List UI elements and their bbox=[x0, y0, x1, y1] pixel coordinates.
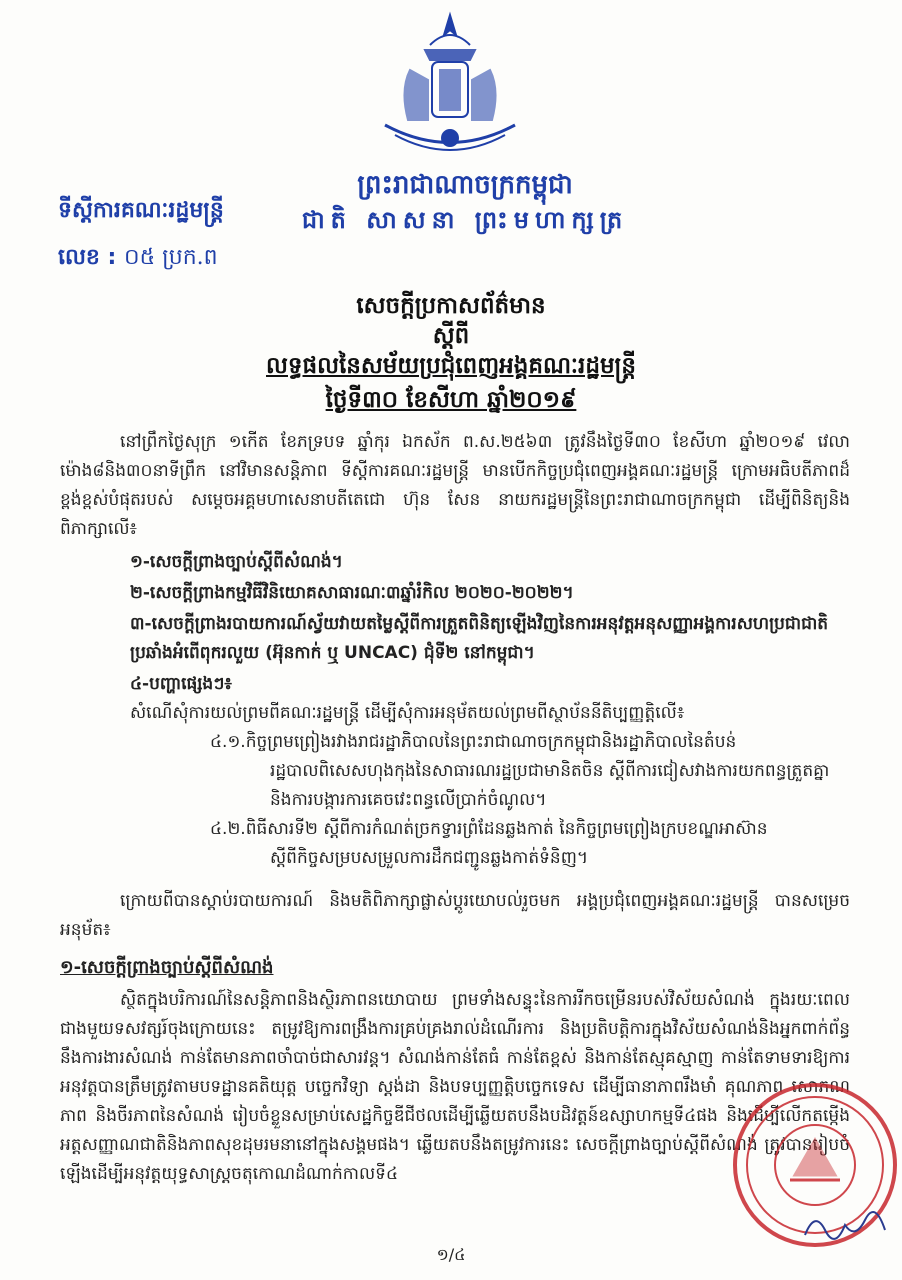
document-subject-prefix: ស្តីពី bbox=[432, 323, 470, 349]
reference-value: ០៥ ប្រក.ព bbox=[124, 245, 218, 270]
signature-mark bbox=[800, 1205, 890, 1245]
agenda-item: ១-សេចក្តីព្រាងច្បាប់ស្តីពីសំណង់។ bbox=[130, 552, 343, 572]
section-1-body: ស្ថិតក្នុងបរិការណ៍នៃសន្តិភាពនិងស្ថិរភាពនយោបាយ ព្រមទាំងសន្ទុះនៃការរីកចម្រើនរបស់វិស័យសំណង់ ក្នុងរយៈពេលជាងមួយទសវត្សរ៍ចុងក្រោយនេះ តម្រូវឱ្យការពង្រឹងការគ្រប់គ្រងរាល់ដំណើរការ និងប្រតិបត្តិការក្នុងវិស័យសំណង់និងអ្នកពាក់ព័ន្ធនឹងការងារសំណង់ កាន់តែមានភាពចាំបាច់ជាសារវន្ត។ សំណង់កាន់តែធំ កាន់តែខ្ពស់ និងកាន់តែស្មុគស្មាញ កាន់តែទាមទារឱ្យការអនុវត្តបានត្រឹមត្រូវតាមបទដ្ឋានគតិយុត្ត បច្ចេកវិទ្យា ស្តង់ដា និងបទប្បញ្ញត្តិបច្ចេកទេស ដើម្បីធានាភាពរឹងមាំ គុណភាព សោភណភាព និងចីរភាពនៃសំណង់ រៀបចំខ្លួនសម្រាប់សេដ្ឋកិច្ចឌីជីថលដើម្បីឆ្លើយតបនឹងបដិវត្តន៍ឧស្សាហកម្មទី៤ផង និងដើម្បីលើកតម្កើងអត្តសញ្ញាណជាតិនិងភាពសុខដុមរមនានៅក្នុងសង្គមផង។ ឆ្លើយតបនឹងតម្រូវការនេះ សេចក្តីព្រាងច្បាប់ស្តីពីសំណង់ ត្រូវបានរៀបចំឡើងដើម្បីអនុវត្តយុទ្ធសាស្ត្រចតុកោណដំណាក់កាលទី៤ bbox=[60, 990, 850, 1184]
misc-item bbox=[210, 728, 850, 815]
document-date: ថ្ងៃទី៣០ ខែសីហា ឆ្នាំ២០១៩ bbox=[325, 387, 577, 413]
document-body bbox=[60, 428, 850, 1193]
page-number: ១/៤ bbox=[436, 1245, 466, 1264]
agenda-item: ៣-សេចក្តីព្រាងរបាយការណ៍ស្វ័យវាយតម្លៃស្តីពីការត្រួតពិនិត្យឡើងវិញនៃការអនុវត្តអនុសញ្ញាអង្គការសហប្រជាជាតិប្រឆាំងអំពើពុករលួយ (អ៊ុនកាក់ ឬ UNCAC) ជុំទី២ នៅកម្ពុជា។ bbox=[130, 614, 829, 663]
agenda-item: ៤-បញ្ហាផ្សេងៗ៖ bbox=[130, 674, 232, 694]
document-type-title: សេចក្តីប្រកាសព័ត៌មាន bbox=[356, 293, 546, 319]
intro-paragraph: នៅព្រឹកថ្ងៃសុក្រ ១កើត ខែភទ្របទ ឆ្នាំកុរ ឯកស័ក ព.ស.២៥៦៣ ត្រូវនឹងថ្ងៃទី៣០ ខែសីហា ឆ្នាំ២០១៩ វេលាម៉ោង៨និង៣០នាទីព្រឹក នៅវិមានសន្តិភាព ទីស្តីការគណៈរដ្ឋមន្ត្រី មានបើកកិច្ចប្រជុំពេញអង្គគណៈរដ្ឋមន្ត្រី ក្រោមអធិបតីភាពដ៏ខ្ពង់ខ្ពស់បំផុតរបស់ សម្តេចអគ្គមហាសេនាបតីតេជោ ហ៊ុន សែន នាយករដ្ឋមន្ត្រីនៃព្រះរាជាណាចក្រកម្ពុជា ដើម្បីពិនិត្យនិងពិភាក្សាលើ៖ bbox=[60, 432, 850, 539]
reference-label: លេខ : bbox=[58, 245, 117, 270]
misc-item-first-line: ៤.២.ពិធីសារទី២ ស្តីពីការកំណត់ច្រកទ្វារព្រំដែនឆ្លងកាត់ នៃកិច្ចព្រមព្រៀងក្របខណ្ឌអាស៊ាន bbox=[210, 819, 768, 839]
misc-intro: សំណើសុំការយល់ព្រមពីគណៈរដ្ឋមន្ត្រី ដើម្បីសុំការអនុម័តយល់ព្រមពីស្ថាប័ននីតិប្បញ្ញត្តិលើ៖ bbox=[130, 703, 685, 723]
misc-item-rest: ស្តីពីកិច្ចសម្របសម្រួលការដឹកជញ្ជូនឆ្លងកាត់ទំនិញ។ bbox=[270, 848, 589, 868]
document-subject: លទ្ធផលនៃសម័យប្រជុំពេញអង្គគណៈរដ្ឋមន្ត្រី bbox=[266, 353, 636, 379]
national-motto: ជាតិ សាសនា ព្រះមហាក្សត្រ bbox=[301, 206, 629, 234]
agenda-item: ២-សេចក្តីព្រាងកម្មវិធីវិនិយោគសាធារណៈ៣ឆ្នាំរំកិល ២០២០-២០២២។ bbox=[130, 583, 574, 603]
misc-item bbox=[210, 815, 850, 873]
decision-paragraph: ក្រោយពីបានស្តាប់របាយការណ៍ និងមតិពិភាក្សាផ្លាស់ប្តូរយោបល់រួចមក អង្គប្រជុំពេញអង្គគណៈរដ្ឋមន្ត្រី បានសម្រេចអនុម័ត៖ bbox=[60, 891, 850, 940]
misc-item-rest: រដ្ឋបាលពិសេសហុងកុងនៃសាធារណរដ្ឋប្រជាមានិតចិន ស្តីពីការជៀសវាងការយកពន្ធត្រួតគ្នា និងការបង្ការការគេចវេះពន្ធលើប្រាក់ចំណូល។ bbox=[270, 761, 830, 810]
issuing-office: ទីស្តីការគណៈរដ្ឋមន្ត្រី bbox=[58, 198, 224, 223]
section-1-title: ១-សេចក្តីព្រាងច្បាប់ស្តីពីសំណង់ bbox=[60, 957, 274, 978]
royal-coat-of-arms-emblem bbox=[370, 10, 530, 165]
kingdom-name: ព្រះរាជាណាចក្រកម្ពុជា bbox=[357, 170, 573, 200]
misc-item-first-line: ៤.១.កិច្ចព្រមព្រៀងរវាងរាជរដ្ឋាភិបាលនៃព្រះរាជាណាចក្រកម្ពុជានិងរដ្ឋាភិបាលនៃតំបន់ bbox=[210, 732, 737, 752]
reference-number bbox=[58, 243, 318, 275]
